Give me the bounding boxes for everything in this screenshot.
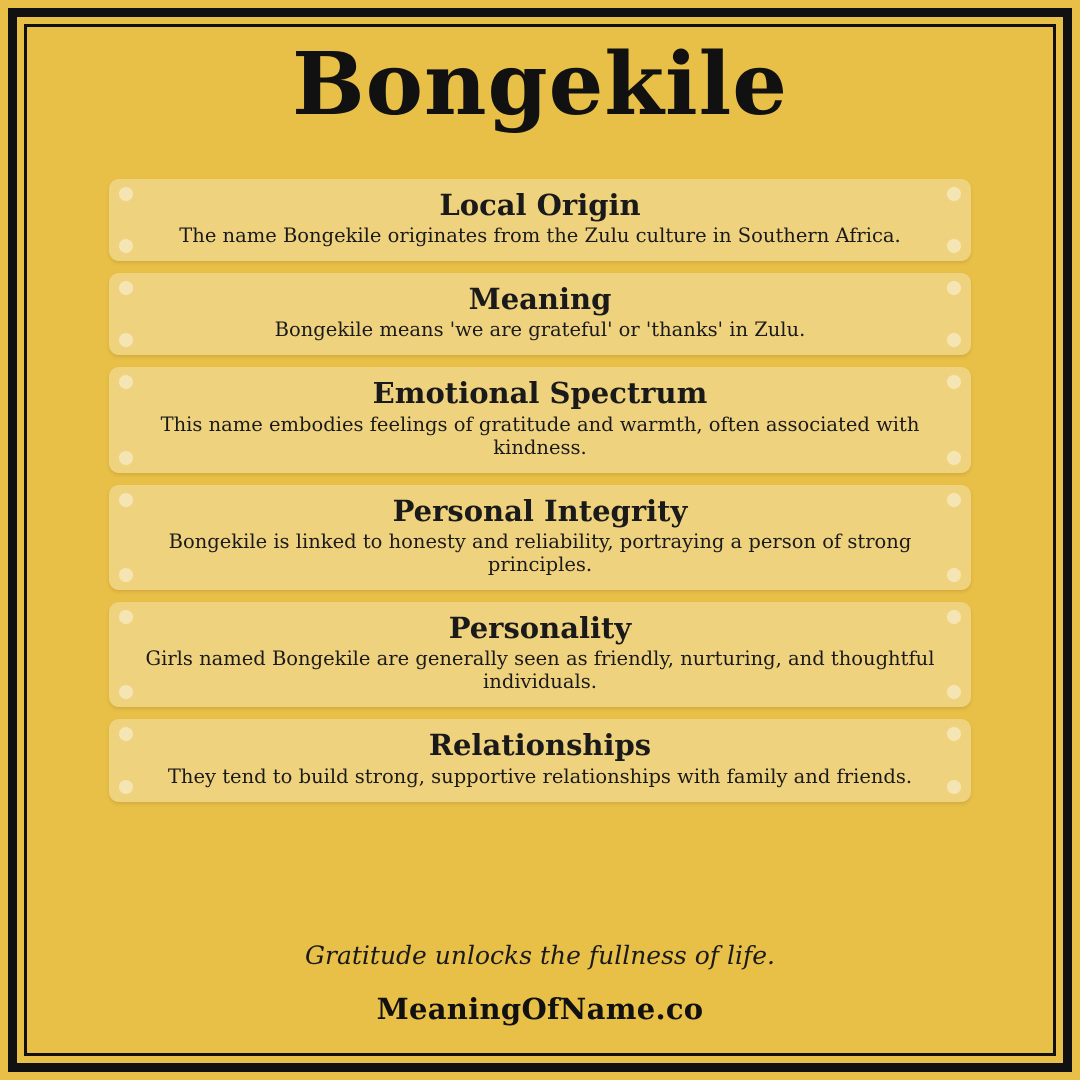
corner-dot-icon [119,568,133,582]
corner-dot-icon [947,451,961,465]
section-heading: Meaning [468,281,612,316]
corner-dot-icon [119,685,133,699]
section-text: This name embodies feelings of gratitude and warmth, often associated with kindness. [160,412,920,459]
corner-dot-icon [947,780,961,794]
section-text: Girls named Bongekile are generally seen as friendly, nurturing, and thoughtful individuals. [145,647,935,694]
footer [40,941,1040,1040]
section-heading: Personal Integrity [392,493,688,528]
corner-dot-icon [947,333,961,347]
corner-dot-icon [947,568,961,582]
section-card-emotional-spectrum [109,367,971,472]
section-card-local-origin [109,179,971,261]
section-text: Bongekile means 'we are grateful' or 'thanks' in Zulu. [274,318,806,342]
footer-quote: Gratitude unlocks the fullness of life. [305,941,775,970]
page-title: Bongekile [291,34,789,135]
section-card-relationships [109,719,971,801]
section-text: They tend to build strong, supportive relationships with family and friends. [167,764,913,788]
section-heading: Emotional Spectrum [372,376,708,411]
content-area [40,32,1040,1040]
section-card-personal-integrity [109,485,971,590]
sections-list [109,179,971,802]
corner-dot-icon [947,239,961,253]
corner-dot-icon [119,333,133,347]
section-text: Bongekile is linked to honesty and reliability, portraying a person of strong principles. [168,529,912,576]
corner-dot-icon [947,685,961,699]
corner-dot-icon [119,239,133,253]
corner-dot-icon [119,451,133,465]
corner-dot-icon [119,780,133,794]
section-card-personality [109,602,971,707]
section-heading: Local Origin [439,187,641,222]
brand-name: MeaningOfName.co [376,992,704,1026]
section-card-meaning [109,273,971,355]
section-text: The name Bongekile originates from the Zulu culture in Southern Africa. [179,223,901,247]
section-heading: Personality [448,610,632,645]
section-heading: Relationships [428,728,652,763]
